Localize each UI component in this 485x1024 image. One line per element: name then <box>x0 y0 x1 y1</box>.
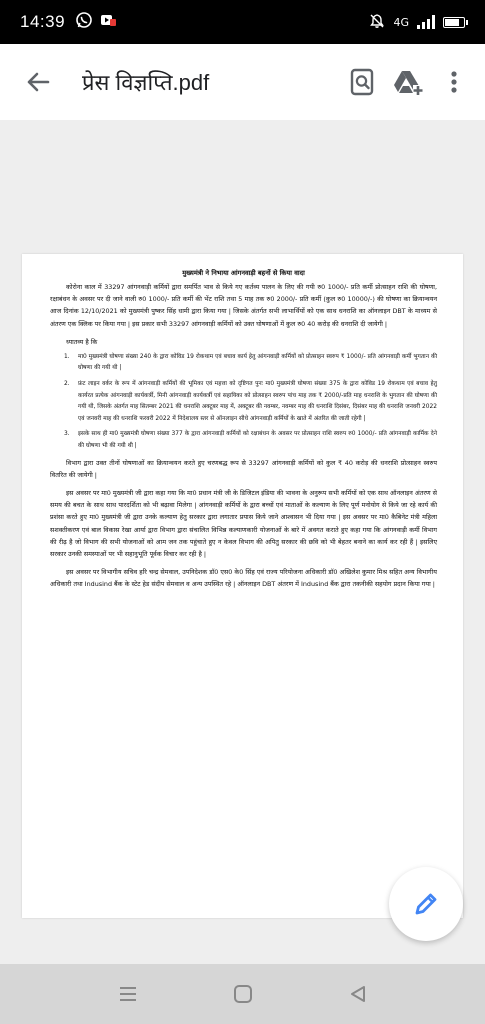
back-button[interactable] <box>10 54 66 110</box>
back-nav-button[interactable] <box>338 974 378 1014</box>
search-in-document-button[interactable] <box>339 58 385 106</box>
app-bar <box>0 44 485 120</box>
back-nav-icon <box>348 984 368 1004</box>
list-item: 3. इसके साथ ही मा0 मुख्यमंत्री घोषणा संख्या 377 के द्वारा आंगनवाड़ी कर्मियों को रक्षाबंधन के अवसर पर प्रोत्साहन राशि स्वरुप रु0 1000/- प्रति आंगनवाड़ी कार्मिक देने की घोषणा भी की गयी थी | <box>64 431 437 449</box>
battery-icon <box>443 17 465 28</box>
search-document-icon <box>350 68 374 96</box>
pdf-viewer[interactable] <box>0 120 485 964</box>
battery-level <box>445 19 459 26</box>
status-time: 14:39 <box>20 12 66 31</box>
network-type-label: 4G <box>393 15 409 29</box>
arrow-back-icon <box>25 69 51 95</box>
document-paragraph-1: कोरोना काल में 33297 आंगनवाड़ी कर्मियों द्वारा समर्पित भाव से किये गए कर्तव्य पालन के लिए की गयी रु0 1000/- प्रति कर्मी प्रोत्साहन राशि की घोषणा, रक्षाबंधन के अवसर पर दी जाने वाली रु0 1000/- प्रति कर्मी की भेंट राशि तथा 5 माह तक रु0 2000/- प्रति कर्मी (कुल रु0 10000/-) की घोषणा का क्रियान्वयन आज दिनांक 12/10/2021 को मुख्यमंत्री पुष्कर सिंह धामी द्वारा किया गया | जिसके अंतर्गत सभी लाभार्थियों को एक साथ धनराशि का ऑनलाइन DBT के माध्यम से अंतरण एक क्लिक पर किया गया | इस प्रकार सभी 33297 आंगनवाड़ी कर्मियों को उक्त घोषणाओं में कुल रु0 40 करोड़ की धनराशि दी जायेगी | <box>50 283 437 328</box>
more-options-button[interactable] <box>431 58 477 106</box>
edit-fab-button[interactable] <box>389 867 463 941</box>
home-button[interactable] <box>223 974 263 1014</box>
document-list <box>64 352 437 453</box>
status-notification-icons <box>75 11 117 33</box>
pdf-page <box>22 254 463 918</box>
system-nav-bar <box>0 964 485 1024</box>
whatsapp-icon <box>75 11 93 33</box>
list-item: 2. फ्रंट लाइन वर्कर के रूप में आंगनवाड़ी कर्मियों की भूमिका एवं महत्ता को दृष्टिगत पुनः मा0 मुख्यमंत्री घोषणा संख्या 375 के द्वारा कोविड 19 रोकथाम एवं बचाव हेतु कार्यरत प्रत्येक आंगनवाड़ी कार्यकर्त्री, मिनी आंगनवाड़ी कार्यकर्त्री एवं सहायिका को प्रोत्साहन स्वरुप पांच माह तक ₹ 2000/-प्रति माह धनराशि के भुगतान की घोषणा की गयी थी, जिसके अंतर्गत माह सितम्बर 2021 की धनराशि अक्टूबर माह में, अक्टूबर की नवम्बर, नवम्बर माह की धनराशि दिसंबर, दिसंबर माह की धनराशि जनवरी 2022 एवं जनवरी माह की धनराशि फरवरी 2022 में निदेशालय स्तर से ऑनलाइन सीधे आंगनवाड़ी कर्मियों के खाते में अंतरित की जाती रहेगी | <box>64 381 437 422</box>
add-to-drive-button[interactable] <box>385 58 431 106</box>
youtube-music-icon <box>99 11 117 33</box>
document-paragraph-2: विभाग द्वारा उक्त तीनों घोषणाओं का क्रियान्वयन करते हुए चरणबद्ध रूप से 33297 आंगनवाड़ी कर्मियों को कुल ₹ 40 करोड़ की धनराशि प्रोत्साहन स्वरुप वितरित की जायेगी | <box>50 458 437 479</box>
recent-apps-button[interactable] <box>108 974 148 1014</box>
add-to-drive-icon <box>393 68 423 96</box>
list-item: 1. मा0 मुख्यमंत्री घोषणा संख्या 240 के द्वारा कोविड 19 रोकथाम एवं बचाव कार्य हेतु आंगनवाड़ी कर्मियों को प्रोत्साहन स्वरुप ₹ 1000/- प्रति आंगनवाड़ी कर्मी भुगतान की घोषणा की गयी थी | <box>64 353 437 372</box>
status-bar <box>0 0 485 44</box>
document-paragraph-4: इस अवसर पर विभागीय सचिव हरि चन्द्र सेमवाल, उपनिदेशक डॉ0 एस0 के0 सिंह एवं राज्य परियोजना अधिकारी डॉ0 अखिलेश कुमार मिश्र सहित अन्य विभागीय अधिकारी तथा Indusind बैंक के स्टेट हेड संदीप सेमवाल व अन्य उपस्थित रहे | ऑनलाइन DBT अंतरण में Indusind बैंक द्वारा तकनीकी सहयोग प्रदान किया गया | <box>50 568 437 589</box>
document-label: ध्यातव्य है कि <box>66 337 98 346</box>
document-paragraph-3: इस अवसर पर मा0 मुख्यमंत्री जी द्वारा कहा गया कि मा0 प्रधान मंत्री जी के डिजिटल इंडिया की भावना के अनुरूप सभी कर्मियों को एक साथ ऑनलाइन अंतरण से समय की बचत के साथ साथ पारदर्शिता को भी बढ़ावा मिलेगा | आंगनवाड़ी कर्मियों के द्वारा बच्चों एवं माताओं के कल्याण के लिए पूर्ण मनोयोग से किये जा रहे कार्य की प्रशंसा करते हुए मा0 मुख्यमंत्री जी द्वारा उनके कल्याण हेतु सरकार द्वारा लगातार प्रयास किये जाने आश्वासन भी दिया गया | इस अवसर पर मा0 कैबिनेट मंत्री महिला सशक्तीकरण एवं बाल विकास रेखा आर्या द्वारा विभाग द्वारा संचालित विभिन्न कल्याणकारी योजनाओं के बारे में अवगत कराते हुए कहा गया कि आंगनवाड़ी कर्मी विभाग की रीढ़ है जो विभाग की सभी योजनाओं को आम जन तक पहुंचाते हुए न केवल विभाग की अपितु सरकार की छवि को भी बेहतर बनाने का कार्य कर रही हैं | इसलिए सरकार उनकी समस्याओं पर भी सहानुभूति पूर्वक विचार कर रही है | <box>50 488 437 558</box>
document-heading: मुख्यमंत्री ने निभाया आंगनवाड़ी बहनों से किया वादा <box>182 269 305 277</box>
edit-pencil-icon <box>412 890 440 918</box>
mute-icon <box>369 13 385 32</box>
status-right-icons <box>369 13 465 32</box>
recent-apps-icon <box>118 985 138 1003</box>
signal-icon <box>417 15 435 29</box>
home-icon <box>233 984 253 1004</box>
document-title: प्रेस विज्ञप्ति.pdf <box>82 70 210 95</box>
more-vert-icon <box>450 70 458 94</box>
app-bar-actions <box>339 58 477 106</box>
